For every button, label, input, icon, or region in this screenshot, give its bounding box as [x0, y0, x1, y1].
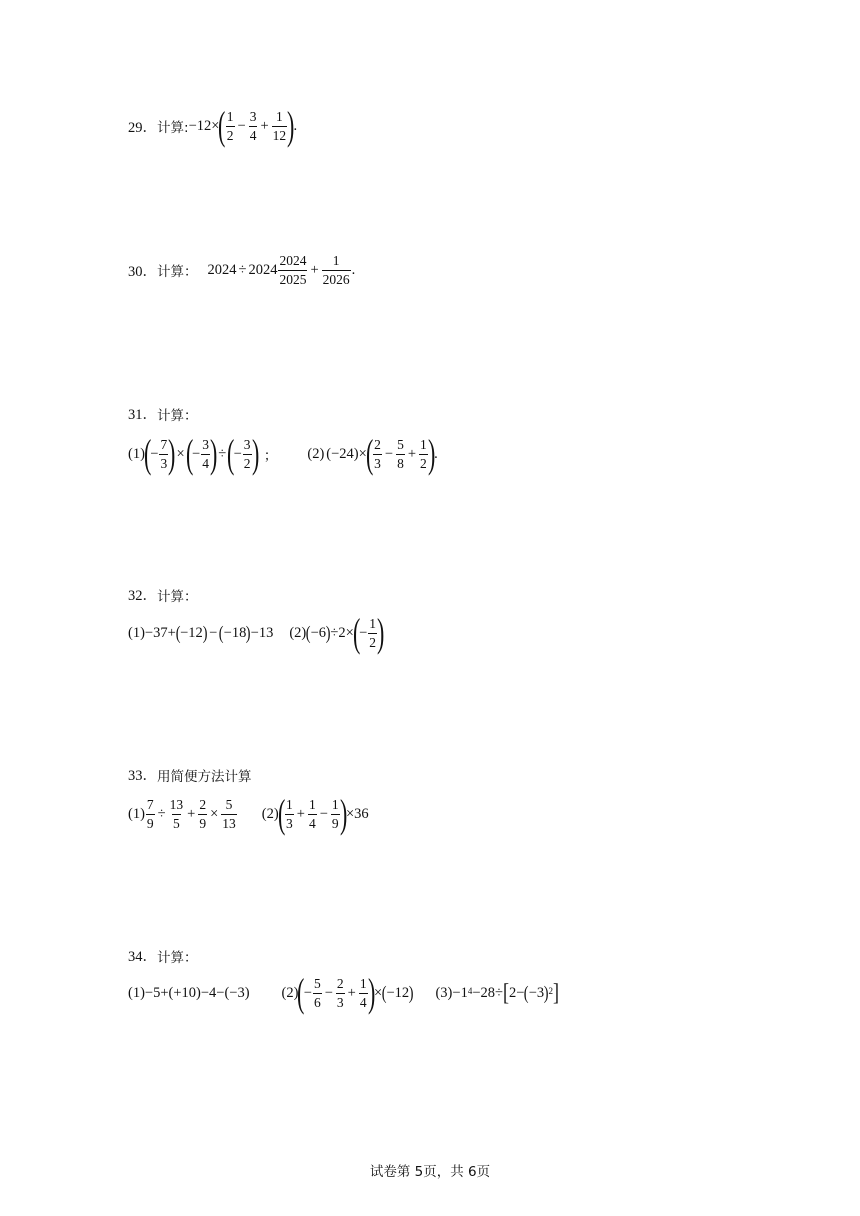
math-expression-part-1: (1)−5+(+10)−4−(−3) [128, 984, 250, 1001]
fraction: $\frac{1}{2026}$ [322, 253, 350, 287]
fraction: $\frac{13}{5}$ [169, 797, 184, 831]
question-number: 31． [128, 407, 157, 423]
question-32 [128, 584, 198, 605]
question-prompt: 计算： [157, 588, 198, 605]
math-expression-part-1: (1) ( − $\frac{7}{3}$ ) × ( − $\frac{3}{4}$ ) ÷ ( − $\frac{3}{2}$ ) ； [128, 431, 278, 476]
question-34 [128, 945, 198, 966]
question-33-parts [128, 791, 369, 836]
question-33 [128, 764, 252, 785]
page-footer: 试卷第 5页，共 6页 [369, 1164, 491, 1180]
question-prompt: 用简便方法计算 [157, 768, 252, 785]
math-expression-part-2: (2) (−24)× ( $\frac{2}{3}$ − $\frac{5}{8}$ + $\frac{1}{2}$ ) . [307, 431, 438, 476]
fraction: $\frac{3}{2}$ [243, 437, 251, 471]
fraction: $\frac{2024}{2025}$ [279, 253, 307, 287]
math-expression-part-2: (2) ( − $\frac{5}{6}$ − $\frac{2}{3}$ + $\frac{1}{4}$ ) × ( −12 ) [281, 970, 414, 1015]
question-prompt: 计算: [157, 120, 189, 136]
fraction: $\frac{3}{4}$ [249, 109, 257, 143]
fraction: $\frac{5}{6}$ [313, 976, 321, 1010]
fraction: $\frac{1}{2}$ [369, 616, 377, 650]
question-34-parts [128, 970, 559, 1015]
fraction: $\frac{1}{9}$ [331, 797, 339, 831]
math-expression-part-3: (3) −1 $^4$ −28÷ [ 2− ( −3 ) $^2$ ] [435, 980, 559, 1006]
question-31 [128, 403, 198, 424]
question-number: 34． [128, 949, 157, 965]
fraction: $\frac{1}{2}$ [226, 109, 234, 143]
math-expression: 2024 ÷ 2024 $\frac{2024}{2025}$ + $\frac{1}{2026}$ . [207, 253, 356, 287]
fraction: $\frac{2}{3}$ [336, 976, 344, 1010]
question-32-parts [128, 610, 385, 655]
question-29 [128, 103, 298, 148]
fraction: $\frac{1}{4}$ [308, 797, 316, 831]
question-prompt: 计算： [157, 264, 198, 280]
question-number: 32． [128, 588, 157, 604]
math-expression: −12× ( $\frac{1}{2}$ − $\frac{3}{4}$ + $\frac{1}{12}$ ) . [188, 103, 298, 148]
math-expression-part-2: (2) ( −6 ) ÷2× ( − $\frac{1}{2}$ ) [289, 610, 385, 655]
question-number: 33． [128, 768, 157, 784]
fraction: $\frac{1}{3}$ [286, 797, 293, 831]
question-prompt: 计算： [157, 407, 198, 424]
fraction: $\frac{1}{4}$ [359, 976, 367, 1010]
math-expression-part-1: (1) −37+ ( −12 ) − ( −18 ) −13 [128, 622, 274, 644]
fraction: $\frac{5}{13}$ [222, 797, 236, 831]
question-31-parts [128, 431, 438, 476]
math-expression-part-2: (2) ( $\frac{1}{3}$ + $\frac{1}{4}$ − $\frac{1}{9}$ ) ×36 [261, 791, 369, 836]
math-expression-part-1: (1) $\frac{7}{9}$ ÷ $\frac{13}{5}$ + $\frac{2}{9}$ × $\frac{5}{13}$ [128, 797, 236, 831]
fraction: $\frac{5}{8}$ [397, 437, 404, 471]
fraction: $\frac{1}{2}$ [420, 437, 427, 471]
fraction: $\frac{2}{3}$ [374, 437, 381, 471]
fraction: $\frac{7}{3}$ [160, 437, 168, 471]
question-number: 29． [128, 119, 157, 136]
fraction: $\frac{1}{12}$ [272, 109, 287, 143]
question-30 [128, 254, 355, 286]
fraction: $\frac{7}{9}$ [146, 797, 154, 831]
question-number: 30． [128, 263, 157, 280]
fraction: $\frac{2}{9}$ [199, 797, 207, 831]
fraction: $\frac{3}{4}$ [202, 437, 209, 471]
question-prompt: 计算： [157, 949, 198, 966]
